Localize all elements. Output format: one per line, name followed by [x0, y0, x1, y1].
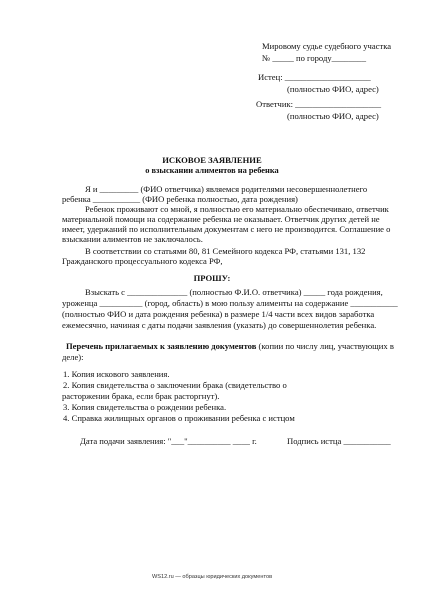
plaintiff-hint: (полностью ФИО, адрес) — [287, 84, 379, 94]
request-heading: ПРОШУ: — [193, 273, 231, 283]
attachment-item: 1. Копия искового заявления. — [63, 369, 170, 379]
request-line1: Взыскать с ______________ (полностью Ф.И.О. ответчика) _____ года рождения, — [85, 287, 383, 297]
attachment-item: 3. Копия свидетельства о рождении ребенка. — [63, 402, 227, 412]
attachments-heading-rest: (копии по числу лиц, участвующих в — [256, 341, 394, 351]
attachment-item: 2. Копия свидетельства о заключении брака (свидетельство о — [63, 380, 287, 390]
court-addressee: Мировому судье судебного участка — [262, 41, 392, 51]
body-p3-line2: Гражданского процессуального кодекса РФ, — [62, 256, 223, 266]
attachment-item: 4. Справка жилищных органов о проживании ребенка с истцом — [63, 413, 295, 423]
plaintiff-line: Истец: ____________________ — [258, 72, 371, 82]
request-line3: (полностью ФИО и дата рождения ребенка) в размере 1/4 части всех видов заработка — [62, 309, 375, 319]
attachments-heading — [66, 341, 394, 351]
body-p1-line1: Я и _________ (ФИО ответчика) являемся родителями несовершеннолетнего — [85, 184, 368, 194]
body-p1-line2: ребенка ___________ (ФИО ребенка полностью, дата рождения) — [62, 194, 298, 204]
plaintiff-signature: Подпись истца ___________ — [287, 436, 391, 446]
body-p3-line1: В соответствии со статьями 80, 81 Семейного кодекса РФ, статьями 131, 132 — [85, 246, 366, 256]
request-line4: ежемесячно, начиная с даты подачи заявления (указать) до совершеннолетия ребенка. — [62, 320, 377, 330]
body-p2-line4: взыскании алиментов не заключалось. — [62, 234, 203, 244]
defendant-hint: (полностью ФИО, адрес) — [287, 111, 379, 121]
attachment-item: расторжении брака, если брак расторгнут). — [62, 391, 220, 401]
site-watermark: WS12.ru — образцы юридических документов — [151, 574, 273, 580]
attachments-heading-line2: деле): — [62, 352, 84, 362]
body-p2-line3: имеет, удержаний по исполнительным документам с него не производится. Соглашение о — [62, 224, 391, 234]
attachments-heading-bold: Перечень прилагаемых к заявлению документов — [66, 341, 257, 351]
request-line2: уроженца __________ (город, область) в мою пользу алименты на содержание ___________ — [62, 298, 398, 308]
document-subtitle: о взыскании алиментов на ребенка — [145, 166, 279, 175]
body-p2-line2: материальной помощи на содержание ребенка не оказывает. Ответчик других детей не — [62, 214, 380, 224]
filing-date: Дата подачи заявления: "___"__________ ____ г. — [80, 436, 257, 446]
defendant-line: Ответчик: ____________________ — [256, 99, 382, 109]
body-p2-line1: Ребенок проживают со мной, я полностью его материально обеспечиваю, ответчик — [85, 204, 389, 214]
document-title: ИСКОВОЕ ЗАЯВЛЕНИЕ — [162, 155, 262, 165]
court-number: № _____ по городу________ — [262, 53, 367, 63]
